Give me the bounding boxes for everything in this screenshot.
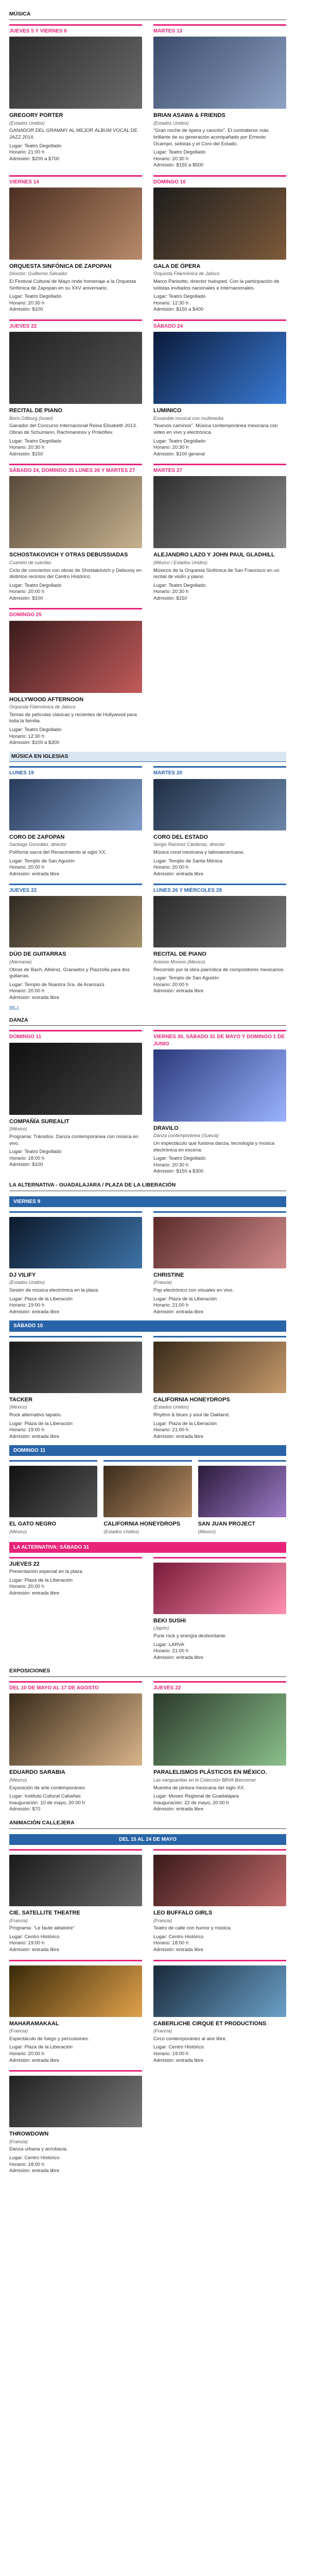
- event-subtitle: (México): [198, 1529, 216, 1534]
- event-date: SÁBADO 24, DOMINGO 25 LUNES 26 Y MARTES 27: [9, 468, 135, 474]
- event-title: DJ VILIFY: [9, 1272, 36, 1278]
- event-price: Admisión: $100: [9, 1162, 43, 1168]
- event-card-hollywood[interactable]: [9, 608, 142, 746]
- event-card-recital-piano-2[interactable]: [153, 884, 286, 1001]
- event-description: Sesión de música electrónica en la plaza.: [9, 1287, 99, 1294]
- event-place: Lugar: Teatro Degollado: [153, 294, 206, 300]
- event-price: Admisión: $100 general: [153, 451, 205, 457]
- event-price: Admisión: entrada libre: [9, 1433, 60, 1439]
- event-place: Lugar: Teatro Degollado: [153, 438, 206, 444]
- event-title: GREGORY PORTER: [9, 112, 63, 119]
- event-description: Espectáculo de fuego y percusiones.: [9, 2036, 90, 2042]
- event-time: Horario: 21:00 h: [9, 149, 45, 156]
- event-time: Horario: 20:30 h: [153, 445, 189, 451]
- event-card-caberliche[interactable]: [153, 1960, 286, 2064]
- event-photo: [153, 188, 286, 260]
- event-subtitle: (Japón): [153, 1625, 169, 1631]
- event-description: Ganador del Concurso Internacional Reina Elisabeth 2013. Obras de Schumann, Rachmaninov y Prokófiev.: [9, 423, 137, 435]
- event-date: MARTES 20: [153, 770, 183, 776]
- event-price: Admisión: entrada libre: [153, 871, 204, 877]
- section-exposiciones: EXPOSICIONES: [9, 1666, 286, 1677]
- event-photo: [9, 332, 142, 404]
- event-time: Horario: 20:30 h: [153, 1162, 189, 1168]
- event-time: Horario: 19:00 h: [153, 2050, 189, 2057]
- event-title: CORO DEL ESTADO: [153, 834, 208, 840]
- event-price: Admisión: $100: [9, 595, 43, 601]
- event-place: Lugar: Teatro Degollado: [9, 438, 62, 444]
- event-subtitle: (Francia): [153, 1280, 172, 1285]
- event-place: Lugar: Teatro Degollado: [9, 294, 62, 300]
- event-place: Lugar: Templo de San Agustín: [9, 858, 75, 864]
- event-card-sinfonica[interactable]: [9, 175, 142, 313]
- event-card-beki-sushi[interactable]: [153, 1557, 286, 1662]
- event-photo: [153, 1693, 286, 1766]
- event-time: Horario: 20:30 h: [153, 589, 189, 595]
- banner-viernes9: VIERNES 9: [9, 1196, 286, 1207]
- event-title: BRIAN ASAWA & FRIENDS: [153, 112, 225, 119]
- event-photo: [9, 2076, 142, 2127]
- event-photo: [9, 1855, 142, 1906]
- event-title: SCHOSTAKOVICH Y OTRAS DEBUSSIADAS: [9, 552, 128, 558]
- event-subtitle: Ensamble musical con multimedia: [153, 415, 224, 421]
- event-place: Lugar: Teatro Degollado: [9, 582, 62, 588]
- event-title: ALEJANDRO LAZO Y JOHN PAUL GLADHILL: [153, 552, 275, 558]
- event-price: Admisión: entrada libre: [153, 2057, 204, 2063]
- event-photo: [9, 476, 142, 548]
- event-card-schostakovich[interactable]: [9, 464, 142, 602]
- event-card-asawa[interactable]: [153, 24, 286, 169]
- event-time: Horario: 19:00 h: [9, 1940, 45, 1946]
- event-title: LEO BUFFALO GIRLS: [153, 1910, 213, 1917]
- event-description: “Nuevos caminos”. Música contemporánea mexicana con video en vivo y electrónica.: [153, 423, 278, 435]
- event-price: Admisión: $200 a $700: [9, 156, 60, 162]
- event-subtitle: Las vanguardias en la Colección BBVA Bancomer: [153, 1777, 256, 1783]
- event-time: Horario: 20:00 h: [9, 1584, 45, 1590]
- event-title: ORQUESTA SINFÓNICA DE ZAPOPAN: [9, 263, 112, 269]
- section-alternativa: LA ALTERNATIVA - GUADALAJARA / PLAZA DE LA LIBERACIÓN: [9, 1180, 286, 1191]
- event-description: “Gran noche de ópera y canción”. El contratenor más brillante de su generación acompañado por Ernesto Ocampo, solistas y el Coro del Estado.: [153, 128, 269, 147]
- event-description: Presentación especial en la plaza.: [9, 1569, 84, 1575]
- event-description: Exposición de arte contemporáneo.: [9, 1785, 86, 1791]
- event-title: CIE. SATELLITE THEATRE: [9, 1910, 80, 1917]
- event-place: Lugar: Plaza de la Liberación: [9, 1420, 73, 1427]
- event-title: LUMINICO: [153, 408, 182, 414]
- event-description: Temas de películas clásicas y recientes de Hollywood para toda la familia.: [9, 711, 137, 724]
- event-photo: [9, 621, 142, 693]
- event-place: Lugar: Teatro Degollado: [153, 1156, 206, 1162]
- event-subtitle: (Estados Unidos): [9, 1280, 45, 1285]
- event-subtitle: (Francia): [9, 2139, 28, 2144]
- event-photo: [153, 896, 286, 947]
- event-card-gala[interactable]: [153, 175, 286, 313]
- event-price: Admisión: entrada libre: [9, 1947, 60, 1953]
- event-subtitle: (México): [9, 1404, 27, 1410]
- event-place: Lugar: Centro Histórico: [153, 1934, 204, 1940]
- event-photo: [103, 1466, 191, 1517]
- event-photo: [153, 779, 286, 831]
- event-price: Admisión: entrada libre: [153, 988, 204, 994]
- event-photo: [9, 37, 142, 109]
- event-time: Horario: 12:30 h: [9, 733, 45, 739]
- event-subtitle: (Francia): [153, 1918, 172, 1923]
- event-card-leo-buffalo[interactable]: [153, 1849, 286, 1954]
- event-price: Admisión: $150: [9, 451, 43, 457]
- event-title: BEKI SUSHI: [153, 1617, 186, 1624]
- event-photo: [9, 1466, 97, 1517]
- event-time: Horario: 20:30 h: [9, 445, 45, 451]
- event-title: THROWDOWN: [9, 2131, 49, 2138]
- event-title: HOLLYWOOD AFTERNOON: [9, 696, 84, 703]
- event-price: Admisión: $150 a $400: [153, 307, 204, 313]
- event-time: Horario: 12:30 h: [153, 300, 189, 306]
- event-description: Recorrido por la obra pianística de compositores mexicanos.: [153, 967, 285, 973]
- event-subtitle: Santiago González, director: [9, 842, 67, 848]
- event-subtitle: (Francia): [9, 2028, 28, 2034]
- event-title: EL GATO NEGRO: [9, 1521, 57, 1528]
- event-card-lazo[interactable]: [153, 464, 286, 602]
- event-subtitle: (Alemania): [9, 959, 32, 964]
- event-title: DRAVILO: [153, 1125, 179, 1131]
- event-place: Lugar: Teatro Degollado: [153, 149, 206, 156]
- event-card-jueves22[interactable]: [9, 1557, 142, 1662]
- event-price: Admisión: entrada libre: [9, 1590, 60, 1596]
- event-card-luminico[interactable]: [153, 319, 286, 457]
- event-photo: [153, 1563, 286, 1614]
- event-time: Inauguración: 22 de mayo, 20:00 h: [153, 1800, 229, 1806]
- event-time: Horario: 20:00 h: [9, 988, 45, 994]
- event-price: Admisión: entrada libre: [9, 2057, 60, 2063]
- event-card-tacker[interactable]: [9, 1336, 142, 1440]
- event-photo: [9, 1965, 142, 2017]
- event-place: Lugar: Teatro Degollado: [9, 1149, 62, 1155]
- event-time: Horario: 20:00 h: [9, 589, 45, 595]
- event-description: Músicos de la Orquesta Sinfónica de San Francisco en un recital de violín y piano.: [153, 567, 280, 580]
- event-subtitle: (México / Estados Unidos): [153, 560, 208, 565]
- event-time: Horario: 20:30 h: [9, 300, 45, 306]
- event-card-coro-zapopan[interactable]: [9, 766, 142, 877]
- event-title: EDUARDO SARABIA: [9, 1769, 65, 1776]
- section-animacion: ANIMACIÓN CALLEJERA: [9, 1818, 286, 1829]
- banner-alternativa-extra: LA ALTERNATIVA: SÁBADO 31: [9, 1542, 286, 1553]
- event-card-maharamakaal[interactable]: [9, 1960, 142, 2064]
- banner-domingo11: DOMINGO 11: [9, 1445, 286, 1456]
- event-price: Admisión: entrada libre: [9, 871, 60, 877]
- event-photo: [153, 1855, 286, 1906]
- event-title: CALIFORNIA HONEYDROPS: [103, 1521, 181, 1528]
- event-subtitle: (México): [9, 1126, 27, 1132]
- event-date: JUEVES 22: [153, 1685, 181, 1691]
- event-description: Programa: “Le faute aléatoire”: [9, 1925, 75, 1931]
- event-place: Lugar: Museo Regional de Guadalajara: [153, 1793, 239, 1800]
- event-description: Música coral mexicana y latinoamericana.: [153, 850, 245, 855]
- event-time: Horario: 21:00 h: [153, 1302, 189, 1309]
- event-photo: [9, 1043, 142, 1115]
- event-subtitle: Orquesta Filarmónica de Jalisco: [153, 271, 220, 277]
- event-photo: [153, 1217, 286, 1268]
- event-subtitle: (México): [9, 1777, 27, 1783]
- event-title: TACKER: [9, 1396, 33, 1403]
- event-description: Un espectáculo que fusiona danza, tecnología y música electrónica en escena.: [153, 1141, 275, 1153]
- event-card-dravilo[interactable]: [153, 1030, 286, 1175]
- event-photo: [9, 1693, 142, 1766]
- event-title: PARALELISMOS PLÁSTICOS EN MÉXICO.: [153, 1769, 267, 1776]
- section-musica: MÚSICA: [9, 9, 286, 20]
- event-card-duo-guitarras[interactable]: [9, 884, 142, 1001]
- event-time: Horario: 21:00 h: [153, 1427, 189, 1433]
- event-time: Horario: 19:00 h: [9, 1427, 45, 1433]
- event-card-surealit[interactable]: [9, 1030, 142, 1175]
- event-description: Circo contemporáneo al aire libre.: [153, 2036, 227, 2042]
- event-price: Admisión: entrada libre: [9, 1309, 60, 1315]
- banner-animacion: DEL 15 AL 24 DE MAYO: [9, 1834, 286, 1845]
- event-title: CORO DE ZAPOPAN: [9, 834, 65, 840]
- event-price: Admisión: $100: [9, 307, 43, 313]
- event-card-recital[interactable]: [9, 319, 142, 457]
- event-time: Horario: 18:00 h: [9, 1155, 45, 1161]
- event-place: Lugar: LARVA: [153, 1641, 184, 1648]
- event-card-paralelismos[interactable]: [153, 1681, 286, 1813]
- event-subtitle: Sergio Ramírez Cárdenas, director: [153, 842, 225, 848]
- event-time: Inauguración: 10 de mayo, 20:00 h: [9, 1800, 85, 1806]
- event-time: Horario: 20:00 h: [153, 981, 189, 988]
- event-description: Obras de Bach, Albéniz, Granados y Piazzolla para dos guitarras.: [9, 967, 130, 979]
- event-date: MARTES 27: [153, 468, 183, 474]
- event-subtitle: Director: Guillermo Salvador: [9, 271, 68, 277]
- event-title: MAHARAMAKAAL: [9, 2020, 59, 2027]
- event-price: Admisión: entrada libre: [153, 1654, 204, 1660]
- event-place: Lugar: Templo de Nuestra Sra. de Aranzazú: [9, 981, 104, 988]
- more-link[interactable]: ver +: [9, 1004, 20, 1010]
- event-subtitle: (México): [9, 1529, 27, 1534]
- event-photo: [9, 779, 142, 831]
- event-photo: [153, 37, 286, 109]
- event-subtitle: (Francia): [153, 2028, 172, 2034]
- event-date: SÁBADO 24: [153, 323, 183, 329]
- event-subtitle: (Estados Unidos): [153, 1404, 189, 1410]
- event-description: Pop electrónico con visuales en vivo.: [153, 1287, 234, 1294]
- event-card-sarabia[interactable]: [9, 1681, 142, 1813]
- event-title: GALA DE ÓPERA: [153, 263, 201, 269]
- event-description: Teatro de calle con humor y música.: [153, 1925, 232, 1931]
- event-card-porter[interactable]: [9, 24, 142, 169]
- event-title: RECITAL DE PIANO: [153, 951, 206, 958]
- event-time: Horario: 18:00 h: [9, 2161, 45, 2167]
- event-price: Admisión: $150 a $500: [153, 162, 204, 168]
- event-date: JUEVES 22: [9, 323, 37, 329]
- event-place: Lugar: Teatro Degollado: [153, 582, 206, 588]
- event-price: Admisión: $150: [153, 595, 187, 601]
- event-subtitle: Boris Giltburg (Israel): [9, 415, 54, 421]
- event-card-throwdown[interactable]: [9, 2070, 142, 2175]
- event-photo: [9, 188, 142, 260]
- event-place: Lugar: Templo de San Agustín: [153, 975, 219, 981]
- event-title: COMPAÑÍA SUREALIT: [9, 1118, 69, 1125]
- event-date: JUEVES 5 Y VIERNES 6: [9, 28, 67, 34]
- event-date: JUEVES 22: [9, 888, 37, 894]
- event-card-satellite[interactable]: [9, 1849, 142, 1954]
- event-date: LUNES 19: [9, 770, 34, 776]
- section-musica-iglesias: MÚSICA EN IGLESIAS: [9, 752, 286, 762]
- event-photo: [9, 896, 142, 947]
- event-price: Admisión: entrada libre: [153, 1309, 204, 1315]
- event-description: Danza urbana y acrobacia.: [9, 2146, 68, 2153]
- event-price: Admisión: entrada libre: [9, 2168, 60, 2174]
- event-time: Horario: 20:00 h: [153, 865, 189, 871]
- event-date: VIERNES 14: [9, 179, 39, 185]
- event-place: Lugar: Plaza de la Liberación: [9, 2044, 73, 2050]
- event-card-gato-negro[interactable]: [9, 1460, 97, 1536]
- event-card-california[interactable]: [153, 1336, 286, 1440]
- event-photo: [153, 476, 286, 548]
- event-price: Admisión: entrada libre: [153, 1433, 204, 1439]
- event-description: Ciclo de conciertos con obras de Shostakóvich y Debussy en distintos recintos del Centro Histórico.: [9, 567, 142, 580]
- event-subtitle: Antonio Moreno (México): [153, 959, 205, 964]
- event-card-coro-estado[interactable]: [153, 766, 286, 877]
- event-card-christine[interactable]: [153, 1211, 286, 1316]
- event-place: Lugar: Teatro Degollado: [9, 726, 62, 733]
- event-time: Horario: 20:00 h: [9, 865, 45, 871]
- event-description: Programa: Tránsitos. Danza contemporánea con música en vivo.: [9, 1134, 138, 1146]
- event-time: Horario: 21:00 h: [153, 1648, 189, 1654]
- banner-sabado10: SÁBADO 10: [9, 1320, 286, 1331]
- event-title: RECITAL DE PIANO: [9, 408, 62, 414]
- event-description: Rhythm & blues y soul de Oakland.: [153, 1412, 230, 1418]
- event-card-dj-vilify[interactable]: [9, 1211, 142, 1316]
- event-place: Lugar: Plaza de la Liberación: [9, 1296, 73, 1302]
- event-price: Admisión: entrada libre: [153, 1947, 204, 1953]
- event-price: Admisión: entrada libre: [9, 994, 60, 1001]
- event-card-california-2[interactable]: [103, 1460, 191, 1536]
- event-place: Lugar: Plaza de la Liberación: [153, 1420, 217, 1427]
- event-description: Muestra de pintura mexicana del siglo XX.: [153, 1785, 245, 1791]
- event-date: DOMINGO 25: [9, 612, 42, 618]
- event-date: DOMINGO 11: [9, 1034, 42, 1040]
- event-subtitle: Orquesta Filarmónica de Jalisco: [9, 704, 76, 710]
- event-description: Rock alternativo tapatío.: [9, 1412, 62, 1418]
- event-date: MARTES 13: [153, 28, 183, 34]
- event-place: Lugar: Instituto Cultural Cabañas: [9, 1793, 81, 1800]
- event-title: SAN JUAN PROJECT: [198, 1521, 255, 1528]
- event-subtitle: (Estados Unidos): [153, 120, 189, 126]
- event-description: Polifonía sacra del Renacimiento al siglo XX.: [9, 850, 107, 855]
- event-subtitle: (Estados Unidos): [9, 120, 45, 126]
- event-photo: [153, 1342, 286, 1393]
- event-title: CABERLICHE CIRQUE ET PRODUCTIONS: [153, 2020, 267, 2027]
- event-date: DEL 10 DE MAYO AL 17 DE AGOSTO: [9, 1685, 99, 1691]
- event-subtitle: Cuarteto de cuerdas: [9, 560, 51, 565]
- event-place: Lugar: Plaza de la Liberación: [9, 1577, 73, 1583]
- event-place: Lugar: Plaza de la Liberación: [153, 1296, 217, 1302]
- event-card-san-juan[interactable]: [198, 1460, 286, 1536]
- event-subtitle: Danza contemporánea (Suecia): [153, 1133, 219, 1139]
- event-photo: [198, 1466, 286, 1517]
- event-time: Horario: 19:00 h: [9, 1302, 45, 1309]
- event-title: CHRISTINE: [153, 1272, 184, 1278]
- event-photo: [153, 1049, 286, 1122]
- event-photo: [9, 1342, 142, 1393]
- event-title: DÚO DE GUITARRAS: [9, 951, 66, 958]
- event-price: Admisión: entrada libre: [153, 1806, 204, 1812]
- event-description: Marco Parisotto, director huésped. Con la participación de solistas invitados nacionales e internacionales.: [153, 279, 280, 291]
- event-date: DOMINGO 16: [153, 179, 186, 185]
- event-time: Horario: 20:30 h: [153, 156, 189, 162]
- event-date: VIERNES 30, SÁBADO 31 DE MAYO Y DOMINGO 1 DE JUNIO: [153, 1034, 285, 1047]
- section-danza: DANZA: [9, 1015, 286, 1026]
- event-subtitle: (Estados Unidos): [103, 1529, 139, 1534]
- event-time: Horario: 18:00 h: [153, 1940, 189, 1946]
- event-photo: [9, 1217, 142, 1268]
- event-photo: [153, 332, 286, 404]
- event-date: LUNES 26 Y MIÉRCOLES 28: [153, 888, 222, 894]
- event-description: GANADOR DEL GRAMMY AL MEJOR ÁLBUM VOCAL DE JAZZ 2014.: [9, 128, 137, 140]
- event-place: Lugar: Centro Histórico: [153, 2044, 204, 2050]
- event-price: Admisión: $150 a $300: [153, 1168, 204, 1175]
- event-title: CALIFORNIA HONEYDROPS: [153, 1396, 230, 1403]
- event-price: Admisión: $100 a $300: [9, 740, 60, 746]
- event-place: Lugar: Centro Histórico: [9, 2155, 60, 2161]
- event-place: Lugar: Centro Histórico: [9, 1934, 60, 1940]
- event-time: Horario: 20:00 h: [9, 2050, 45, 2057]
- event-description: El Festival Cultural de Mayo rinde homenaje a la Orquesta Sinfónica de Zapopan en su XXV aniversario.: [9, 279, 136, 291]
- event-place: Lugar: Templo de Santa Mónica: [153, 858, 222, 864]
- event-description: Punk rock y energía desbordante.: [153, 1633, 227, 1639]
- event-place: Lugar: Teatro Degollado: [9, 143, 62, 149]
- event-price: Admisión: $70: [9, 1806, 41, 1812]
- event-title: JUEVES 22: [9, 1561, 40, 1567]
- event-subtitle: (Francia): [9, 1918, 28, 1923]
- event-photo: [153, 1965, 286, 2017]
